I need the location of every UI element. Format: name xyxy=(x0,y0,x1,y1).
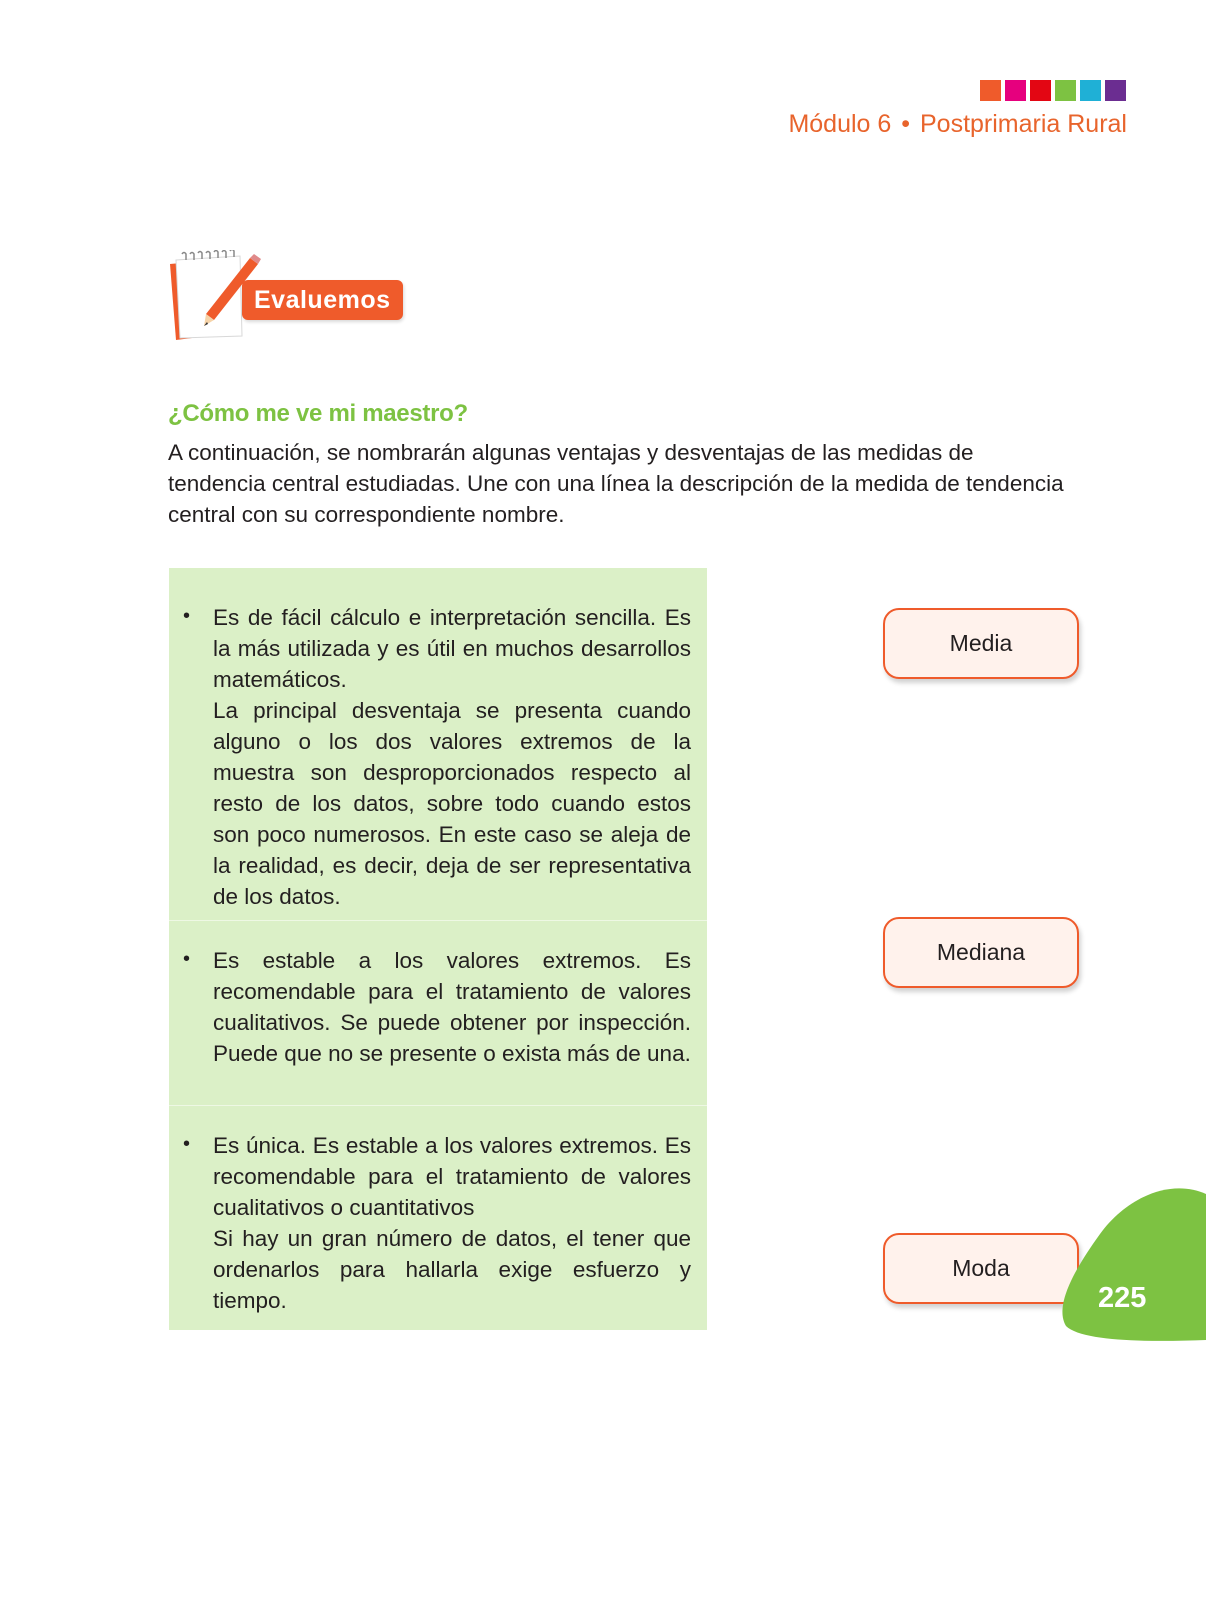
module-label: Módulo 6 xyxy=(788,110,892,138)
instructions-paragraph: A continuación, se nombrarán algunas ventajas y desventajas de las medidas de tendencia central estudiadas. Une con una línea la descripción de la medida de tendencia central con su correspondiente nombre. xyxy=(168,440,1064,527)
program-label: Postprimaria Rural xyxy=(919,110,1127,138)
answer-box-mediana[interactable]: Mediana xyxy=(883,917,1079,988)
running-header xyxy=(788,110,1127,139)
header-separator: • xyxy=(901,110,911,138)
section-label: Evaluemos xyxy=(242,280,403,320)
page-number-blob xyxy=(1060,1180,1206,1342)
description-paragraph: Si hay un gran número de datos, el tener que ordenarlos para hallarla exige esfuerzo y tiempo. xyxy=(213,1226,691,1313)
description-paragraph: Es de fácil cálculo e interpretación sencilla. Es la más utilizada y es útil en muchos desarrollos matemáticos. xyxy=(213,605,691,692)
color-strip xyxy=(980,80,1126,101)
description-paragraph: Es única. Es estable a los valores extremos. Es recomendable para el tratamiento de valores cualitativos o cuantitativos xyxy=(213,1133,691,1220)
descriptions-panel xyxy=(169,568,707,1330)
answer-box-media[interactable]: Media xyxy=(883,608,1079,679)
description-text xyxy=(213,1130,691,1316)
color-square xyxy=(1105,80,1126,101)
color-square xyxy=(1055,80,1076,101)
description-text xyxy=(213,945,691,1069)
color-square xyxy=(1080,80,1101,101)
answer-box-moda[interactable]: Moda xyxy=(883,1233,1079,1304)
description-paragraph: La principal desventaja se presenta cuando alguno o los dos valores extremos de la muestra son desproporcionados respecto al resto de los datos, sobre todo cuando estos son poco numerosos. En este caso se aleja de la realidad, es decir, deja de ser representativa de los datos. xyxy=(213,698,691,909)
color-square xyxy=(980,80,1001,101)
color-square xyxy=(1005,80,1026,101)
bullet: • xyxy=(183,1133,191,1155)
section-badge xyxy=(166,250,416,345)
description-item[interactable] xyxy=(169,920,707,1106)
subtitle: ¿Cómo me ve mi maestro? xyxy=(168,400,468,427)
bullet: • xyxy=(183,948,191,970)
description-item[interactable] xyxy=(169,1105,707,1331)
description-item[interactable] xyxy=(169,568,707,920)
color-square xyxy=(1030,80,1051,101)
description-text xyxy=(213,602,691,912)
description-paragraph: Es estable a los valores extremos. Es recomendable para el tratamiento de valores cualitativos. Se puede obtener por inspección. Puede que no se presente o exista más de una. xyxy=(213,948,691,1066)
bullet: • xyxy=(183,605,191,627)
page-number: 225 xyxy=(1098,1282,1147,1314)
